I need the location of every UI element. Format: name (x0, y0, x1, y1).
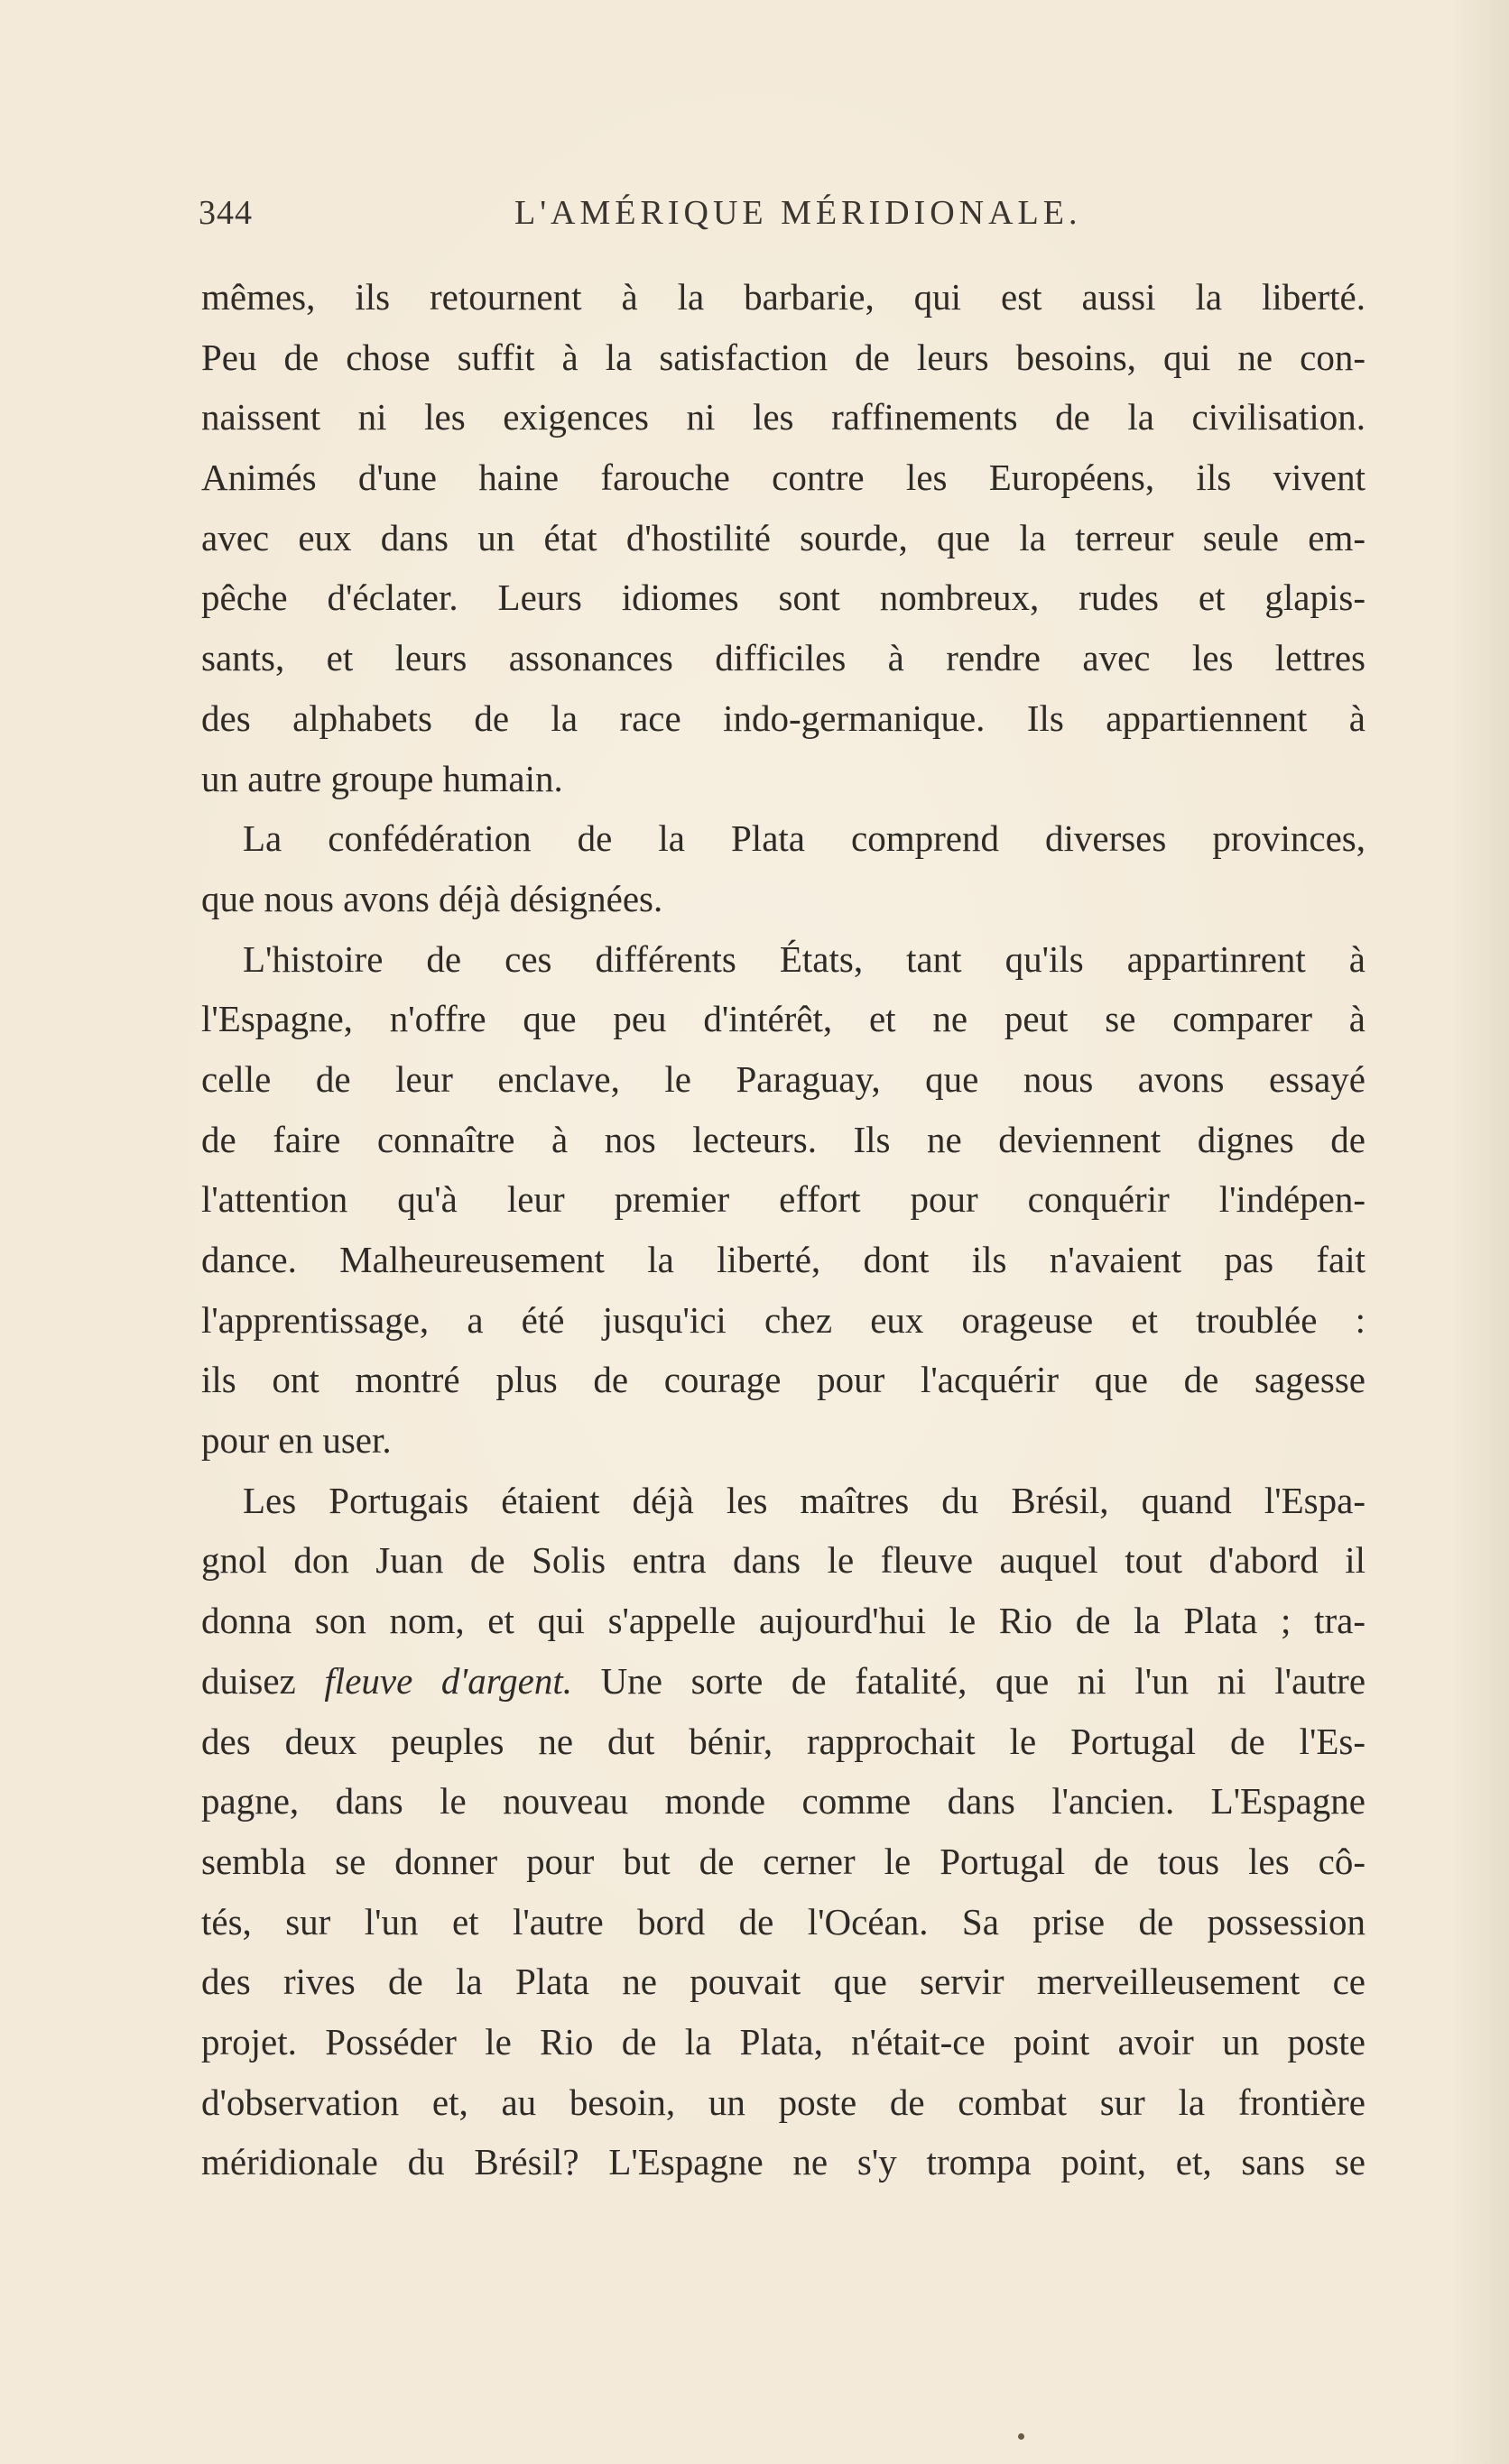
text-line: l'apprentissage, a été jusqu'ici chez eux orageuse et troublée : (201, 1298, 1366, 1341)
text-line: tés, sur l'un et l'autre bord de l'Océan. Sa prise de possession (201, 1900, 1366, 1943)
text-line: un autre groupe humain. (201, 757, 563, 799)
text-line: avec eux dans un état d'hostilité sourde, que la terreur seule em- (201, 516, 1366, 558)
text-line: l'Espagne, n'offre que peu d'intérêt, et ne peut se comparer à (201, 998, 1366, 1040)
text-fragment: Une sorte de fatalité, que ni l'un ni l'autre (600, 1659, 1366, 1702)
text-line: projet. Posséder le Rio de la Plata, n'était-ce point avoir un poste (201, 2020, 1366, 2063)
page-header (199, 193, 1363, 247)
text-line: des alphabets de la race indo-germanique. Ils appartiennent à (201, 697, 1366, 739)
text-line: mêmes, ils retournent à la barbarie, qui est aussi la liberté. (201, 276, 1366, 318)
text-line: méridionale du Brésil? L'Espagne ne s'y trompa point, et, sans se (201, 2141, 1366, 2183)
text-line: naissent ni les exigences ni les raffinements de la civilisation. (201, 396, 1366, 438)
text-line: d'observation et, au besoin, un poste de combat sur la frontière (201, 2081, 1366, 2123)
text-line: ils ont montré plus de courage pour l'acquérir que de sagesse (201, 1359, 1366, 1401)
text-line: dance. Malheureusement la liberté, dont ils n'avaient pas fait (201, 1239, 1366, 1280)
text-line: sants, et leurs assonances difficiles à rendre avec les lettres (201, 637, 1366, 679)
text-line: gnol don Juan de Solis entra dans le fleuve auquel tout d'abord il (201, 1539, 1366, 1582)
running-head: L'AMÉRIQUE MÉRIDIONALE. (514, 194, 1082, 232)
text-line: de faire connaître à nos lecteurs. Ils ne deviennent dignes de (201, 1118, 1366, 1160)
text-fragment: duisez (201, 1659, 296, 1702)
text-line: Animés d'une haine farouche contre les Européens, ils vivent (201, 457, 1366, 499)
text-line: donna son nom, et qui s'appelle aujourd'hui le Rio de la Plata ; tra- (201, 1600, 1366, 1642)
text-line: pour en user. (201, 1419, 392, 1462)
text-line: pagne, dans le nouveau monde comme dans l'ancien. L'Espagne (201, 1780, 1366, 1823)
italic-phrase: fleuve d'argent. (324, 1659, 572, 1702)
text-line: L'histoire de ces différents États, tant qu'ils appartinrent à (243, 937, 1366, 980)
text-line: Peu de chose suffit à la satisfaction de leurs besoins, qui ne con- (201, 336, 1366, 378)
text-line: La confédération de la Plata comprend diverses provinces, (243, 817, 1366, 860)
text-line: que nous avons déjà désignées. (201, 877, 663, 919)
text-line: Les Portugais étaient déjà les maîtres du Brésil, quand l'Espa- (243, 1479, 1366, 1521)
text-line: l'attention qu'à leur premier effort pour conquérir l'indépen- (201, 1178, 1366, 1221)
text-line: celle de leur enclave, le Paraguay, que nous avons essayé (201, 1057, 1366, 1100)
paper-speck (1018, 2433, 1024, 2440)
text-line: sembla se donner pour but de cerner le Portugal de tous les cô- (201, 1840, 1366, 1882)
body-text (201, 267, 1366, 2192)
page-number: 344 (199, 194, 253, 232)
text-line-mixed (201, 1651, 1366, 1712)
text-line: pêche d'éclater. Leurs idiomes sont nombreux, rudes et glapis- (201, 577, 1366, 619)
text-line: des rives de la Plata ne pouvait que servir merveilleusement ce (201, 1961, 1366, 2003)
text-line: des deux peuples ne dut bénir, rapprochait le Portugal de l'Es- (201, 1720, 1366, 1762)
